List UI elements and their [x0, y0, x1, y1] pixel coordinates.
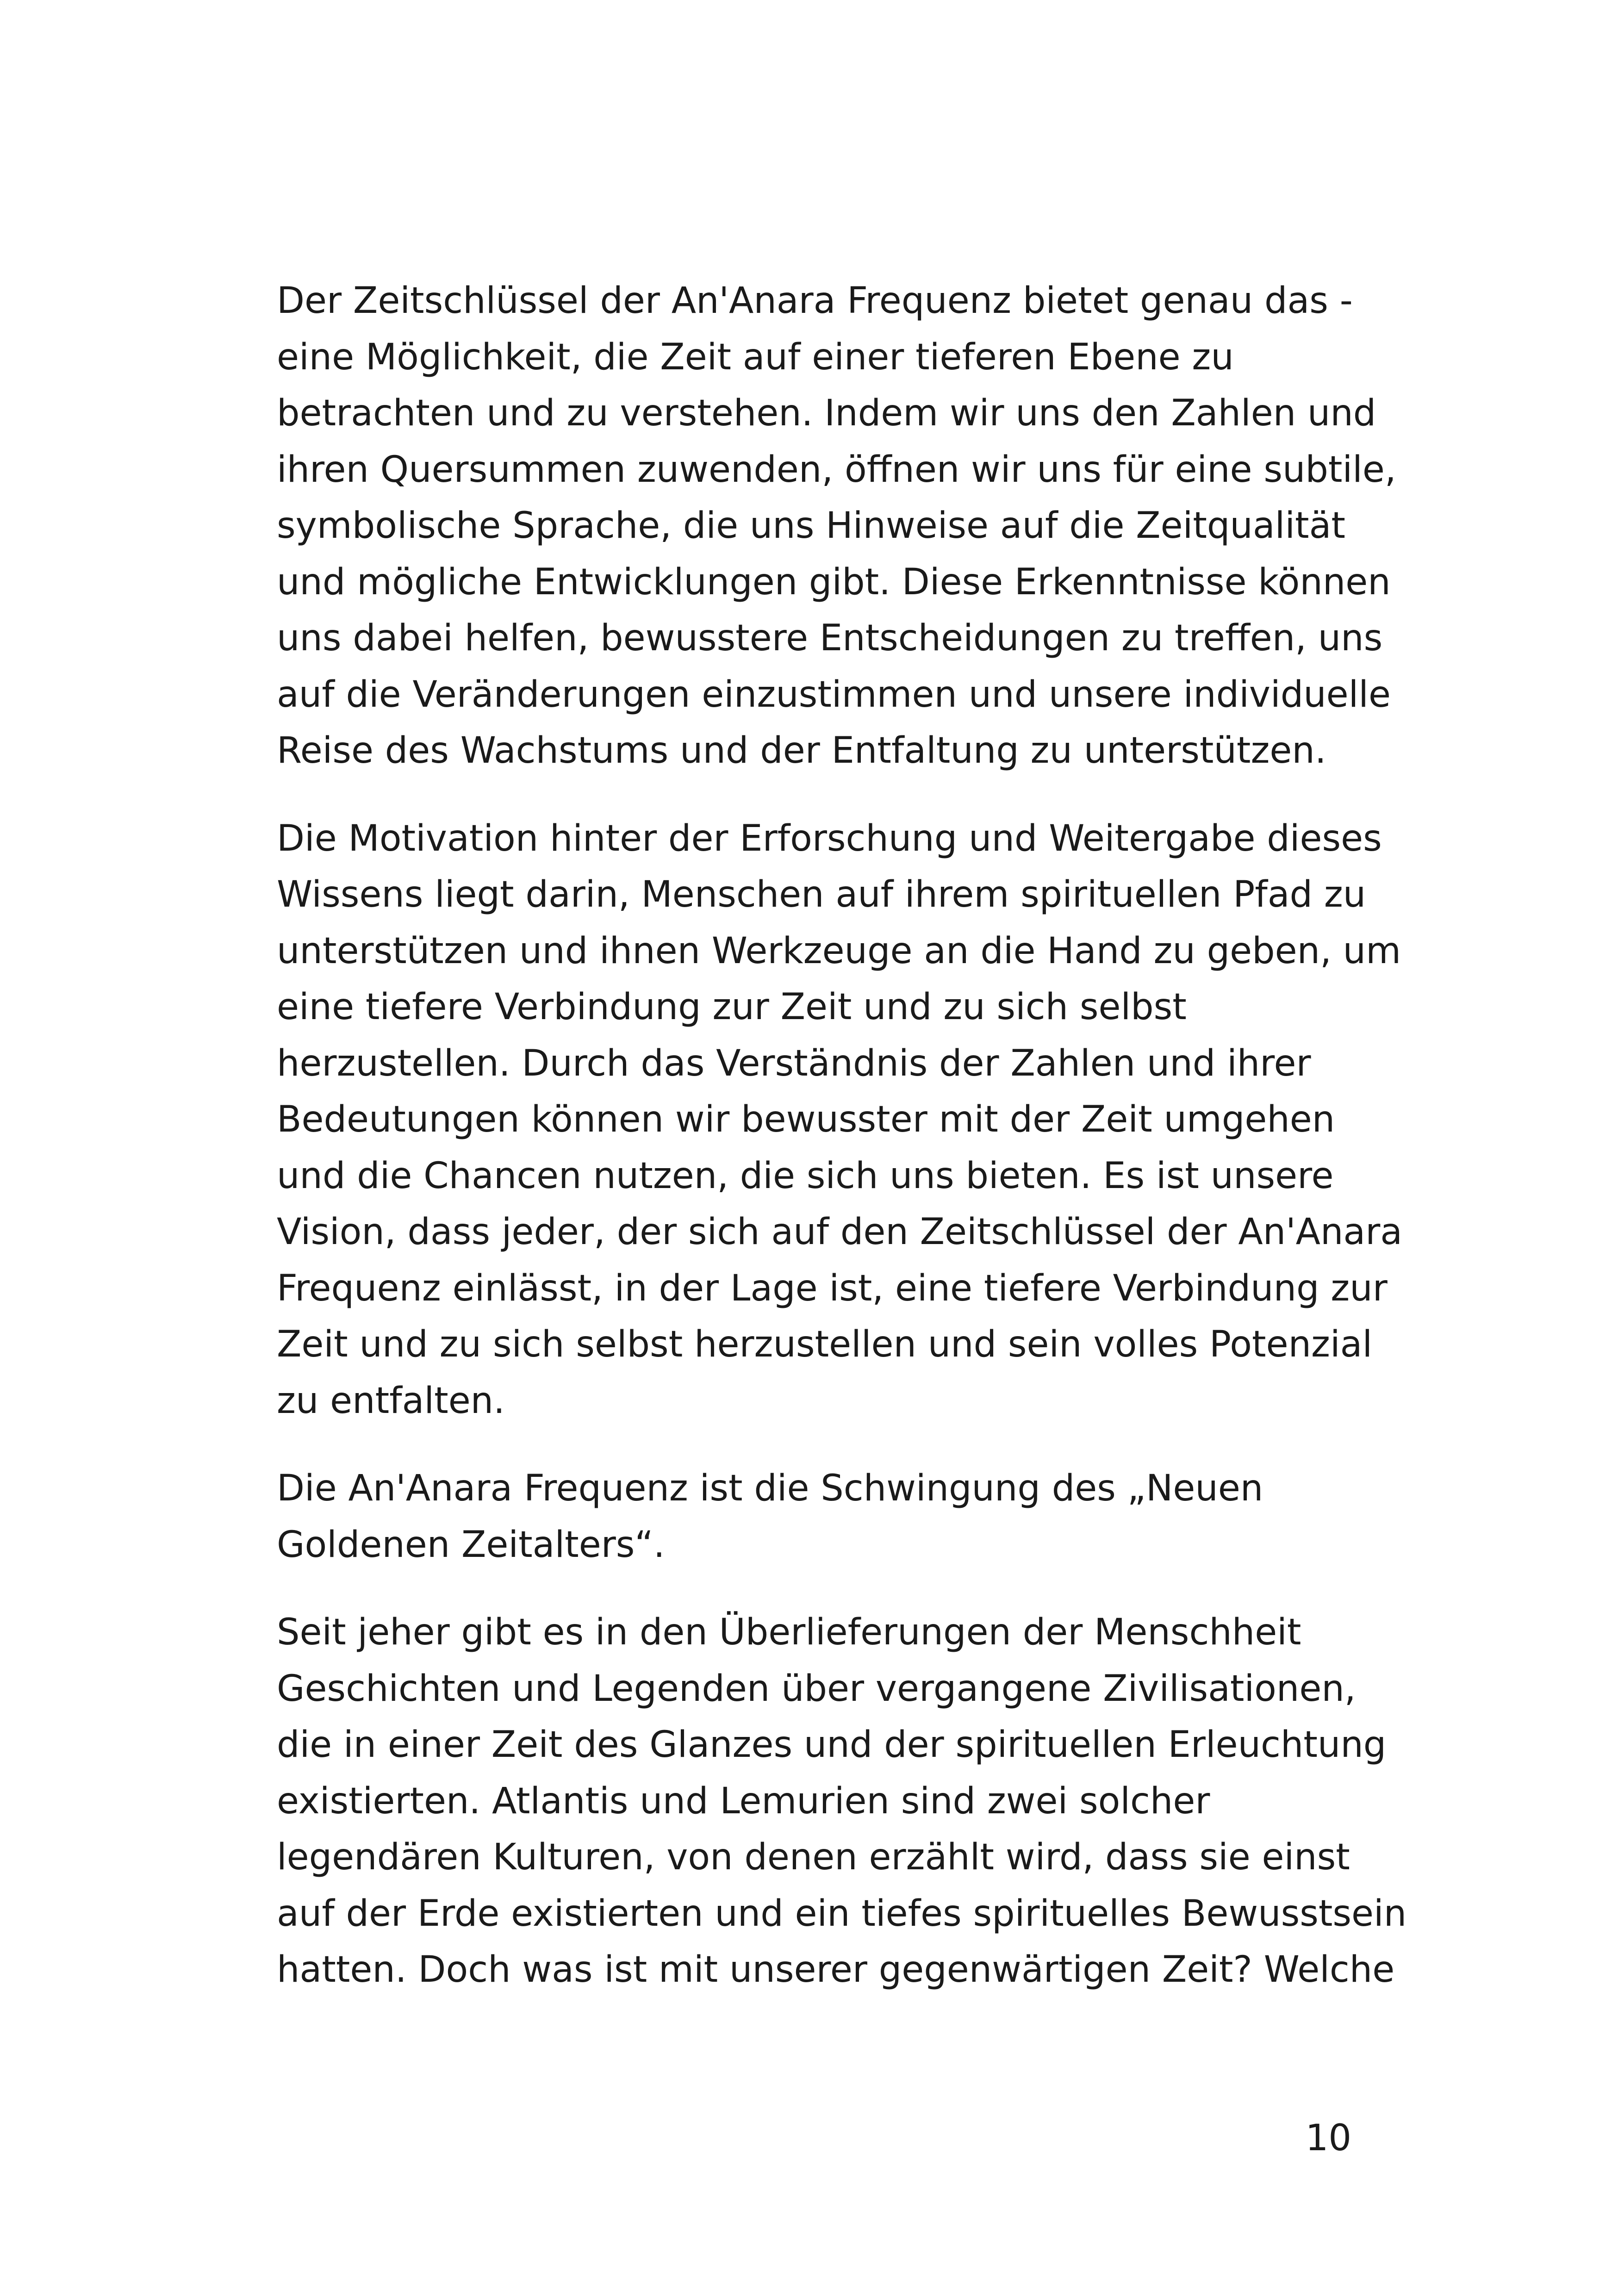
text-line: Goldenen Zeitalters“.	[277, 1524, 665, 1566]
page-number: 10	[1305, 2117, 1351, 2159]
paragraph-1	[277, 273, 1396, 779]
text-line: und mögliche Entwicklungen gibt. Diese Erkenntnisse können	[277, 561, 1391, 603]
paragraph-2	[277, 811, 1403, 1430]
text-line: betrachten und zu verstehen. Indem wir uns den Zahlen und	[277, 392, 1376, 434]
text-line: auf der Erde existierten und ein tiefes spirituelles Bewusstsein	[277, 1892, 1407, 1935]
paragraph-3	[277, 1461, 1360, 1573]
text-line: hatten. Doch was ist mit unserer gegenwärtigen Zeit? Welche	[277, 1949, 1395, 1991]
text-line: Der Zeitschlüssel der An'Anara Frequenz bietet genau das -	[277, 280, 1353, 322]
text-line: Frequenz einlässt, in der Lage ist, eine tiefere Verbindung zur	[277, 1267, 1388, 1309]
text-line: existierten. Atlantis und Lemurien sind zwei solcher	[277, 1780, 1210, 1822]
text-line: Geschichten und Legenden über vergangene Zivilisationen,	[277, 1668, 1356, 1710]
text-line: eine tiefere Verbindung zur Zeit und zu sich selbst	[277, 986, 1187, 1028]
text-line: die in einer Zeit des Glanzes und der spirituellen Erleuchtung	[277, 1724, 1387, 1766]
text-line: zu entfalten.	[277, 1380, 505, 1422]
text-line: ihren Quersummen zuwenden, öffnen wir uns für eine subtile,	[277, 448, 1396, 491]
text-line: eine Möglichkeit, die Zeit auf einer tieferen Ebene zu	[277, 336, 1234, 378]
text-line: Die Motivation hinter der Erforschung und Weitergabe dieses	[277, 817, 1382, 859]
text-line: Zeit und zu sich selbst herzustellen und sein volles Potenzial	[277, 1324, 1373, 1365]
text-line: uns dabei helfen, bewusstere Entscheidungen zu treffen, uns	[277, 617, 1383, 659]
paragraph-4	[277, 1605, 1407, 1998]
text-line: unterstützen und ihnen Werkzeuge an die Hand zu geben, um	[277, 930, 1401, 972]
text-line: Die An'Anara Frequenz ist die Schwingung des „Neuen	[277, 1468, 1263, 1509]
text-line: symbolische Sprache, die uns Hinweise auf die Zeitqualität	[277, 505, 1345, 547]
text-line: und die Chancen nutzen, die sich uns bieten. Es ist unsere	[277, 1155, 1334, 1197]
text-line: herzustellen. Durch das Verständnis der Zahlen und ihrer	[277, 1042, 1311, 1084]
text-line: legendären Kulturen, von denen erzählt wird, dass sie einst	[277, 1836, 1350, 1878]
text-line: auf die Veränderungen einzustimmen und unsere individuelle	[277, 673, 1391, 716]
text-line: Reise des Wachstums und der Entfaltung zu unterstützen.	[277, 730, 1326, 772]
text-line: Bedeutungen können wir bewusster mit der Zeit umgehen	[277, 1099, 1335, 1140]
text-line: Seit jeher gibt es in den Überlieferungen der Menschheit	[277, 1612, 1301, 1653]
text-line: Wissens liegt darin, Menschen auf ihrem spirituellen Pfad zu	[277, 874, 1366, 915]
body-text	[277, 273, 1407, 2030]
text-line: Vision, dass jeder, der sich auf den Zeitschlüssel der An'Anara	[277, 1211, 1403, 1253]
